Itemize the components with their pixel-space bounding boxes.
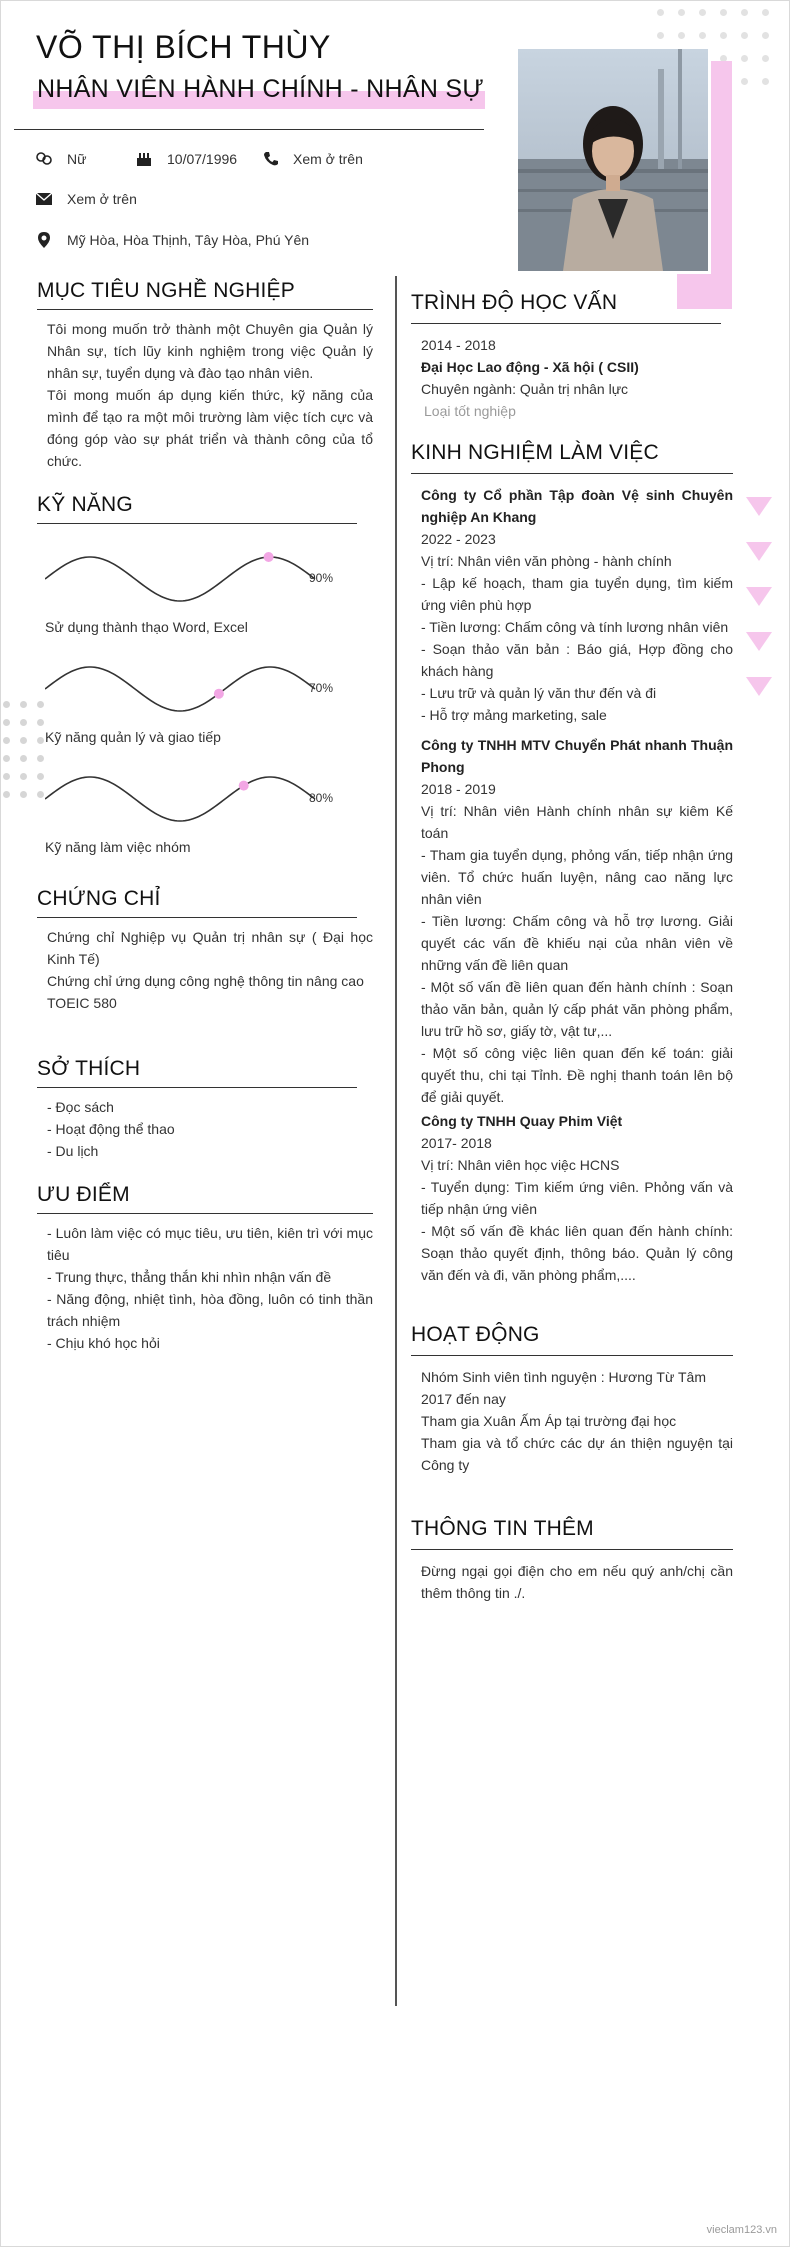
- certificates-underline: [37, 917, 357, 918]
- activity-item: Tham gia và tổ chức các dự án thiện nguyện tại Công ty: [421, 1435, 733, 1473]
- job-line: - Hỗ trợ mảng marketing, sale: [421, 707, 607, 723]
- education-period: 2014 - 2018: [421, 337, 496, 353]
- email-value: Xem ở trên: [67, 191, 137, 207]
- education-grade: Loại tốt nghiệp: [424, 403, 516, 419]
- skills-section: [37, 493, 357, 524]
- experience-section: [411, 441, 733, 1286]
- objective-section: [37, 279, 373, 472]
- gender-icon: [35, 151, 53, 167]
- more-info-heading: THÔNG TIN THÊM: [411, 1517, 594, 1540]
- hobby-item: - Đọc sách: [47, 1099, 114, 1115]
- email-icon: [35, 192, 53, 206]
- strength-item: - Chịu khó học hỏi: [47, 1335, 160, 1351]
- education-heading: TRÌNH ĐỘ HỌC VẤN: [411, 291, 618, 314]
- email-info: [35, 191, 137, 207]
- gender-value: Nữ: [67, 151, 87, 167]
- activity-item: Nhóm Sinh viên tình nguyện : Hương Từ Tâm: [421, 1369, 706, 1385]
- strength-item: - Năng động, nhiệt tình, hòa đồng, luôn có tinh thần trách nhiệm: [47, 1291, 373, 1329]
- phone-icon: [263, 151, 279, 167]
- job-company: Công ty TNHH Quay Phim Việt: [421, 1113, 623, 1129]
- skill-wave: [45, 659, 345, 719]
- job-line: - Tiền lương: Chấm công và tính lương nhân viên: [421, 619, 729, 635]
- skills-underline: [37, 523, 357, 524]
- strengths-heading: ƯU ĐIỂM: [37, 1183, 130, 1206]
- job-period: 2018 - 2019: [421, 781, 496, 797]
- address-info: [35, 231, 309, 249]
- phone-value: Xem ở trên: [293, 151, 363, 167]
- decor-triangle: [746, 542, 772, 561]
- job-line: - Lưu trữ và quản lý văn thư đến và đi: [421, 685, 657, 701]
- skill-level-dot: [239, 781, 249, 791]
- skill-wave-line: [45, 557, 315, 601]
- education-major: Chuyên ngành: Quản trị nhân lực: [421, 381, 629, 397]
- objective-paragraph-1: Tôi mong muốn trở thành một Chuyên gia Quản lý Nhân sự, tích lũy kinh nghiệm trong việc Quản lý nhân sự, tuyển dụng và đào tạo nhân viên.: [47, 321, 373, 381]
- more-info-underline: [411, 1549, 733, 1550]
- column-divider: [395, 276, 397, 2006]
- skill-label: Kỹ năng làm việc nhóm: [45, 839, 191, 855]
- cake-icon: [135, 151, 153, 167]
- decor-triangle: [746, 497, 772, 516]
- certificate-item: Chứng chỉ ứng dụng công nghệ thông tin nâng cao: [47, 973, 364, 989]
- job-line: - Một số vấn đề liên quan đến hành chính : Soạn thảo văn bản, quản lý cấp phát văn phòng phẩm, lưu trữ hồ sơ, giấy tờ, vật tư,...: [421, 979, 733, 1039]
- location-icon: [35, 231, 53, 249]
- decor-triangle: [746, 587, 772, 606]
- job-line: - Soạn thảo văn bản : Báo giá, Hợp đồng cho khách hàng: [421, 641, 733, 679]
- hobbies-section: [37, 1057, 373, 1162]
- experience-heading: KINH NGHIỆM LÀM VIỆC: [411, 441, 659, 464]
- address-value: Mỹ Hòa, Hòa Thịnh, Tây Hòa, Phú Yên: [67, 232, 310, 248]
- profile-photo: [515, 46, 711, 274]
- hobby-item: - Hoạt động thể thao: [47, 1121, 175, 1137]
- activity-item: Tham gia Xuân Ấm Áp tại trường đại học: [421, 1413, 677, 1429]
- birthday-value: 10/07/1996: [167, 151, 238, 167]
- job-line: - Lập kế hoạch, tham gia tuyển dụng, tìm kiếm ứng viên phù hợp: [421, 575, 733, 613]
- job-company: Công ty TNHH MTV Chuyển Phát nhanh Thuận Phong: [421, 737, 733, 775]
- strength-item: - Trung thực, thẳng thắn khi nhìn nhận vấn đề: [47, 1269, 332, 1285]
- header-divider: [14, 129, 484, 130]
- candidate-name: VÕ THỊ BÍCH THÙY: [36, 29, 331, 65]
- job-entry: [421, 484, 733, 726]
- skill-item: [45, 769, 345, 858]
- more-info-text: Đừng ngại gọi điện cho em nếu quý anh/chị cần thêm thông tin ./.: [421, 1563, 733, 1601]
- skill-wave-line: [45, 667, 315, 711]
- skill-percent: 90%: [309, 571, 334, 585]
- education-section: [411, 291, 733, 422]
- experience-underline: [411, 473, 733, 474]
- skill-percent: 80%: [309, 791, 334, 805]
- hobbies-heading: SỞ THÍCH: [37, 1057, 141, 1080]
- job-line: Vị trí: Nhân viên học việc HCNS: [421, 1157, 620, 1173]
- certificates-section: [37, 887, 373, 1014]
- strengths-underline: [37, 1213, 373, 1214]
- job-line: - Một số vấn đề khác liên quan đến hành chính: Soạn thảo quyết định, thông báo. Quản lý công văn đến và đi, văn phòng phẩm,....: [421, 1223, 733, 1283]
- phone-info: [263, 151, 363, 167]
- job-entry: [421, 1110, 733, 1286]
- decor-triangle: [746, 677, 772, 696]
- gender-info: [35, 151, 86, 167]
- job-line: - Tiền lương: Chấm công và hỗ trợ lương. Giải quyết các vấn đề khiếu nại của nhân viên về những vấn đề liên quan: [421, 913, 733, 973]
- job-title: NHÂN VIÊN HÀNH CHÍNH - NHÂN SỰ: [37, 75, 485, 103]
- skills-heading: KỸ NĂNG: [37, 493, 133, 516]
- skill-wave: [45, 549, 345, 609]
- watermark: vieclam123.vn: [706, 2224, 777, 2236]
- skill-item: [45, 549, 345, 638]
- activities-section: [411, 1323, 733, 1476]
- job-company: Công ty Cổ phần Tập đoàn Vệ sinh Chuyên nghiệp An Khang: [421, 487, 733, 525]
- job-period: 2022 - 2023: [421, 531, 496, 547]
- skill-level-dot: [214, 689, 224, 699]
- activities-heading: HOẠT ĐỘNG: [411, 1323, 540, 1346]
- objective-underline: [37, 309, 373, 310]
- skill-item: [45, 659, 345, 748]
- strength-item: - Luôn làm việc có mục tiêu, ưu tiên, kiên trì với mục tiêu: [47, 1225, 373, 1263]
- job-line: - Tuyển dụng: Tìm kiếm ứng viên. Phỏng vấn và tiếp nhận ứng viên: [421, 1179, 733, 1217]
- skill-wave-line: [45, 777, 315, 821]
- activities-underline: [411, 1355, 733, 1356]
- hobby-item: - Du lịch: [47, 1143, 99, 1159]
- skill-wave: [45, 769, 345, 829]
- certificate-item: TOEIC 580: [47, 995, 117, 1011]
- objective-heading: MỤC TIÊU NGHỀ NGHIỆP: [37, 279, 295, 302]
- skill-level-dot: [264, 552, 274, 562]
- decor-triangle: [746, 632, 772, 651]
- job-line: - Một số công việc liên quan đến kế toán: giải quyết thu, chi tại Tỉnh. Đề nghị thanh toán lên bộ để giải quyết.: [421, 1045, 733, 1105]
- education-underline: [411, 323, 721, 324]
- skill-percent: 70%: [309, 681, 334, 695]
- activity-item: 2017 đến nay: [421, 1391, 506, 1407]
- decor-dots-left: [3, 701, 44, 798]
- skill-label: Kỹ năng quản lý và giao tiếp: [45, 729, 221, 745]
- hobbies-underline: [37, 1087, 357, 1088]
- job-period: 2017- 2018: [421, 1135, 492, 1151]
- objective-paragraph-2: Tôi mong muốn áp dụng kiến thức, kỹ năng của mình để tạo ra một môi trường làm việc tích cực và đóng góp vào sự phát triển và thành công của tổ chức.: [47, 387, 373, 469]
- skill-label: Sử dụng thành thạo Word, Excel: [45, 619, 248, 635]
- more-info-section: [411, 1517, 733, 1604]
- strengths-section: [37, 1183, 373, 1354]
- certificates-heading: CHỨNG CHỈ: [37, 887, 161, 910]
- job-line: Vị trí: Nhân viên Hành chính nhân sự kiêm Kế toán: [421, 803, 733, 841]
- job-line: Vị trí: Nhân viên văn phòng - hành chính: [421, 553, 672, 569]
- job-line: - Tham gia tuyển dụng, phỏng vấn, tiếp nhận ứng viên. Tổ chức huấn luyện, nâng cao năng lực nhân viên: [421, 847, 733, 907]
- education-school: Đại Học Lao động - Xã hội ( CSII): [421, 359, 639, 375]
- certificate-item: Chứng chỉ Nghiệp vụ Quản trị nhân sự ( Đại học Kinh Tế): [47, 929, 373, 967]
- birthday-info: [135, 151, 237, 167]
- decor-triangles: [746, 497, 772, 696]
- job-entry: [421, 734, 733, 1108]
